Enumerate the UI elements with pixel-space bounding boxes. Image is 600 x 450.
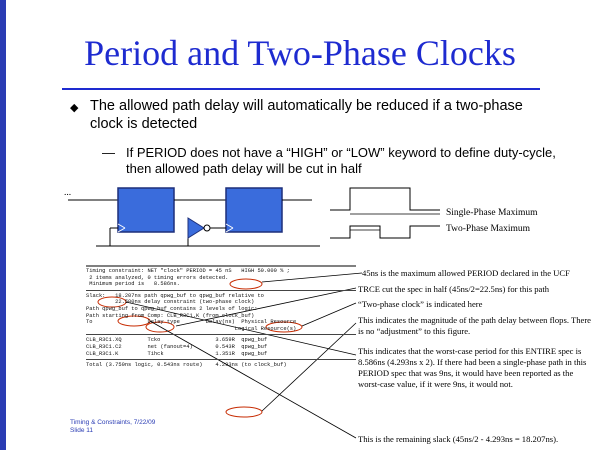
subbullet-1-text: If PERIOD does not have a “HIGH” or “LOW” keyword to define duty-cycle, then allowed path delay will be cut in half	[126, 145, 556, 176]
report-line: 22.500ns delay constraint (two-phase clock)	[86, 299, 255, 306]
slide-footer	[70, 419, 155, 435]
report-line: Minimum period is 8.586ns.	[86, 281, 180, 288]
annotation-max-period: 45ns is the maximum allowed PERIOD declared in the UCF	[362, 268, 570, 278]
annotation-path-delay: This indicates the magnitude of the path delay between flops. There is no “adjustment” to this figure.	[358, 315, 591, 336]
single-phase-label: Single-Phase Maximum	[446, 208, 538, 218]
annotation-spec-cut: TRCE cut the spec in half (45ns/2=22.5ns) for this path	[358, 284, 550, 294]
report-divider	[86, 359, 356, 360]
footer-line-1: Timing & Constraints, 7/22/09	[70, 419, 156, 426]
report-divider	[86, 290, 356, 291]
flop-2	[226, 188, 282, 232]
report-line: 2 items analyzed, 0 timing errors detected.	[86, 274, 229, 281]
report-line: Timing constraint: NET "clock" PERIOD = 45 nS HIGH 50.000 % ;	[86, 268, 290, 274]
annotation-slack: This is the remaining slack (45ns/2 - 4.293ns = 18.207ns).	[358, 434, 559, 444]
report-line: CLB_R3C1.C2 net (fanout=4) 0.543R qpwg_buf	[86, 343, 268, 350]
report-line: Slack: 18.207ns path qpwg_buf to qpwg_buf relative to	[86, 292, 264, 299]
report-line: To Delay type Delay(ns) Physical Resource	[86, 319, 297, 326]
slide-title: Period and Two-Phase Clocks	[84, 33, 516, 73]
report-line: Path starting from Comp: CLB_R3C1.K (from clock_buf)	[86, 312, 255, 319]
inverter-icon	[188, 218, 204, 238]
inverter-bubble	[204, 225, 210, 231]
report-line: Logical Resource(s)	[86, 325, 297, 332]
report-divider	[86, 334, 356, 335]
two-phase-label: Two-Phase Maximum	[446, 224, 531, 234]
report-line: CLB_R3C1.XQ Tcko 3.659R qpwg_buf	[86, 337, 268, 344]
bullet-1-text: The allowed path delay will automatically be reduced if a two-phase clock is detected	[90, 98, 523, 132]
bullet-diamond-icon: ◆	[70, 102, 79, 114]
flop-1	[118, 188, 174, 232]
subbullet-dash-icon: —	[102, 145, 115, 160]
annotation-worst-case: This indicates that the worst-case period for this ENTIRE spec is 8.586ns (4.293ns x 2). If there had been a single-phase path in this PERIOD spec that was 9ns, it would have been reported as the worst-case value, if it were 9ns, it would not.	[358, 346, 587, 389]
report-line: Total (3.750ns logic, 0.543ns route) 4.293ns (to clock_buf)	[86, 362, 287, 369]
two-phase-waveform	[330, 226, 440, 238]
report-line: CLB_R3C1.K Tihck 1.351R qpwg_buf	[86, 350, 268, 357]
footer-line-2: Slide 11	[70, 427, 94, 434]
single-phase-waveform	[330, 188, 440, 210]
report-line: Path qpwg_buf to qpwg_buf contains 2 levels of logic:	[86, 305, 258, 312]
timing-report	[86, 268, 356, 444]
annotation-two-phase: “Two-phase clock” is indicated here	[358, 299, 483, 309]
input-ellipsis: ...	[64, 188, 72, 198]
